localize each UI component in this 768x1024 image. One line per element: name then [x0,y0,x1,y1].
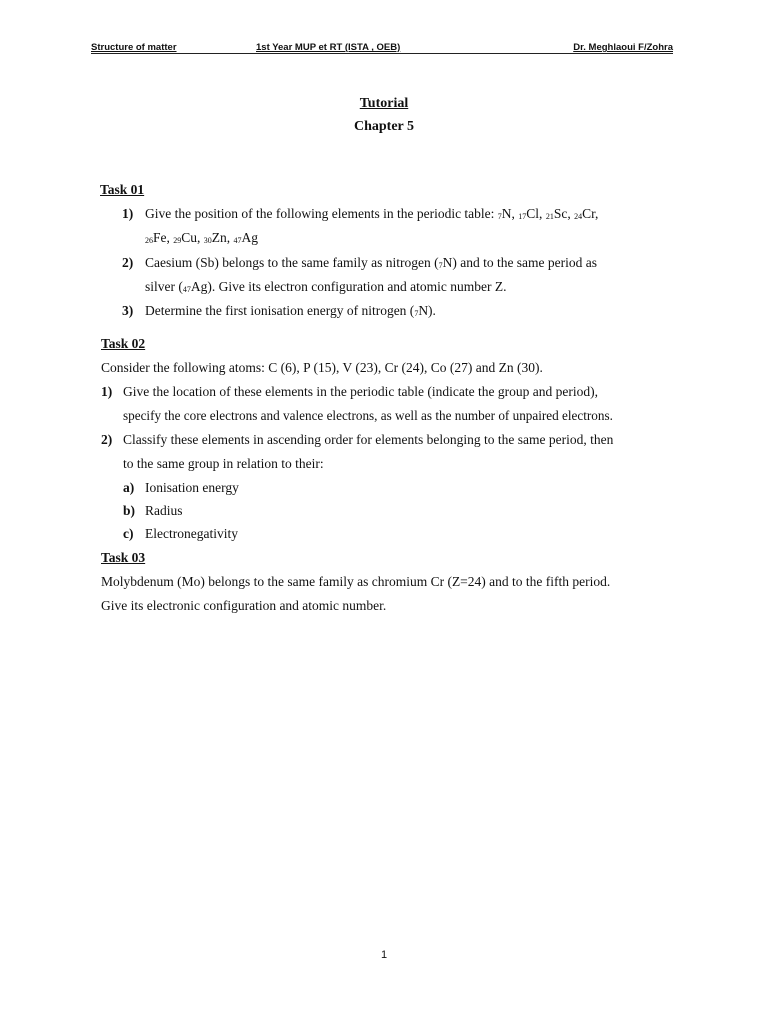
doc-title: Tutorial [359,96,409,111]
element-a-symbol-3: Cr, [582,206,599,221]
task2-sub-a-text: Ionisation energy [145,480,239,495]
task1-q2-number: 2) [122,255,134,270]
task1-q3-text-b: N). [418,303,436,318]
task2-title: Task 02 [101,336,146,351]
task2-sub-b-text: Radius [145,503,183,518]
task1-q1-elements-line2 [145,230,258,246]
header-author: Dr. Meghlaoui F/Zohra [573,42,673,53]
element-a-atomic-number-0: 7 [497,212,502,221]
nitrogen-atomic-number-2: 7 [414,309,419,318]
task3-title: Task 03 [101,550,146,565]
task1-q2-text-d: Ag). Give its electron configuration and atomic number Z. [190,279,507,294]
task1-q2-text-b: N) and to the same period as [442,255,598,270]
task1-q1-number: 1) [122,206,134,221]
element-b-atomic-number-1: 29 [173,236,182,245]
page-number: 1 [380,949,388,961]
task1-q1-line1 [145,206,598,222]
silver-atomic-number: 47 [182,285,191,294]
task1-q2-text-c: silver ( [145,279,183,294]
task1-q2-line1 [145,255,597,271]
task3-line2: Give its electronic configuration and atomic number. [101,598,387,613]
element-a-atomic-number-2: 21 [545,212,554,221]
task1-q3-text-a: Determine the first ionisation energy of nitrogen ( [145,303,415,318]
task2-intro: Consider the following atoms: C (6), P (15), V (23), Cr (24), Co (27) and Zn (30). [101,360,543,375]
nitrogen-atomic-number: 7 [438,261,443,270]
task2-sub-a-number: a) [123,480,135,495]
header-rule [91,53,673,54]
task1-q1-text: Give the position of the following elements in the periodic table: [145,206,498,221]
task1-title: Task 01 [100,182,145,197]
task1-q1-elements-line1 [498,206,599,221]
task1-q2-text-a: Caesium (Sb) belongs to the same family as nitrogen ( [145,255,439,270]
task2-q2-line1: Classify these elements in ascending order for elements belonging to the same period, then [123,432,614,447]
task2-q1-number: 1) [101,384,113,399]
header-course: Structure of matter [91,42,177,53]
element-a-atomic-number-1: 17 [518,212,527,221]
task2-sub-c-text: Electronegativity [145,526,238,541]
element-a-symbol-2: Sc, [553,206,575,221]
task3-line1: Molybdenum (Mo) belongs to the same family as chromium Cr (Z=24) and to the fifth period. [101,574,611,589]
element-a-symbol-0: N, [501,206,519,221]
element-b-symbol-3: Ag [241,230,259,245]
element-a-symbol-1: Cl, [526,206,546,221]
element-b-atomic-number-2: 30 [203,236,212,245]
task1-q3-number: 3) [122,303,134,318]
task2-sub-b-number: b) [123,503,136,518]
task2-q1-line1: Give the location of these elements in the periodic table (indicate the group and period), [123,384,598,399]
element-a-atomic-number-3: 24 [574,212,583,221]
task2-q1-line2: specify the core electrons and valence electrons, as well as the number of unpaired electrons. [123,408,613,423]
task1-q3-line [145,303,436,319]
element-b-symbol-1: Cu, [181,230,204,245]
header-class: 1st Year MUP et RT (ISTA , OEB) [256,42,401,53]
element-b-atomic-number-3: 47 [233,236,242,245]
task2-q2-line2: to the same group in relation to their: [123,456,324,471]
element-b-symbol-0: Fe, [153,230,174,245]
page-header [91,42,673,56]
task2-q2-number: 2) [101,432,113,447]
doc-subtitle: Chapter 5 [353,119,415,134]
task2-sub-c-number: c) [123,526,134,541]
task1-q2-line2 [145,279,507,295]
element-b-symbol-2: Zn, [211,230,234,245]
element-b-atomic-number-0: 26 [145,236,153,245]
